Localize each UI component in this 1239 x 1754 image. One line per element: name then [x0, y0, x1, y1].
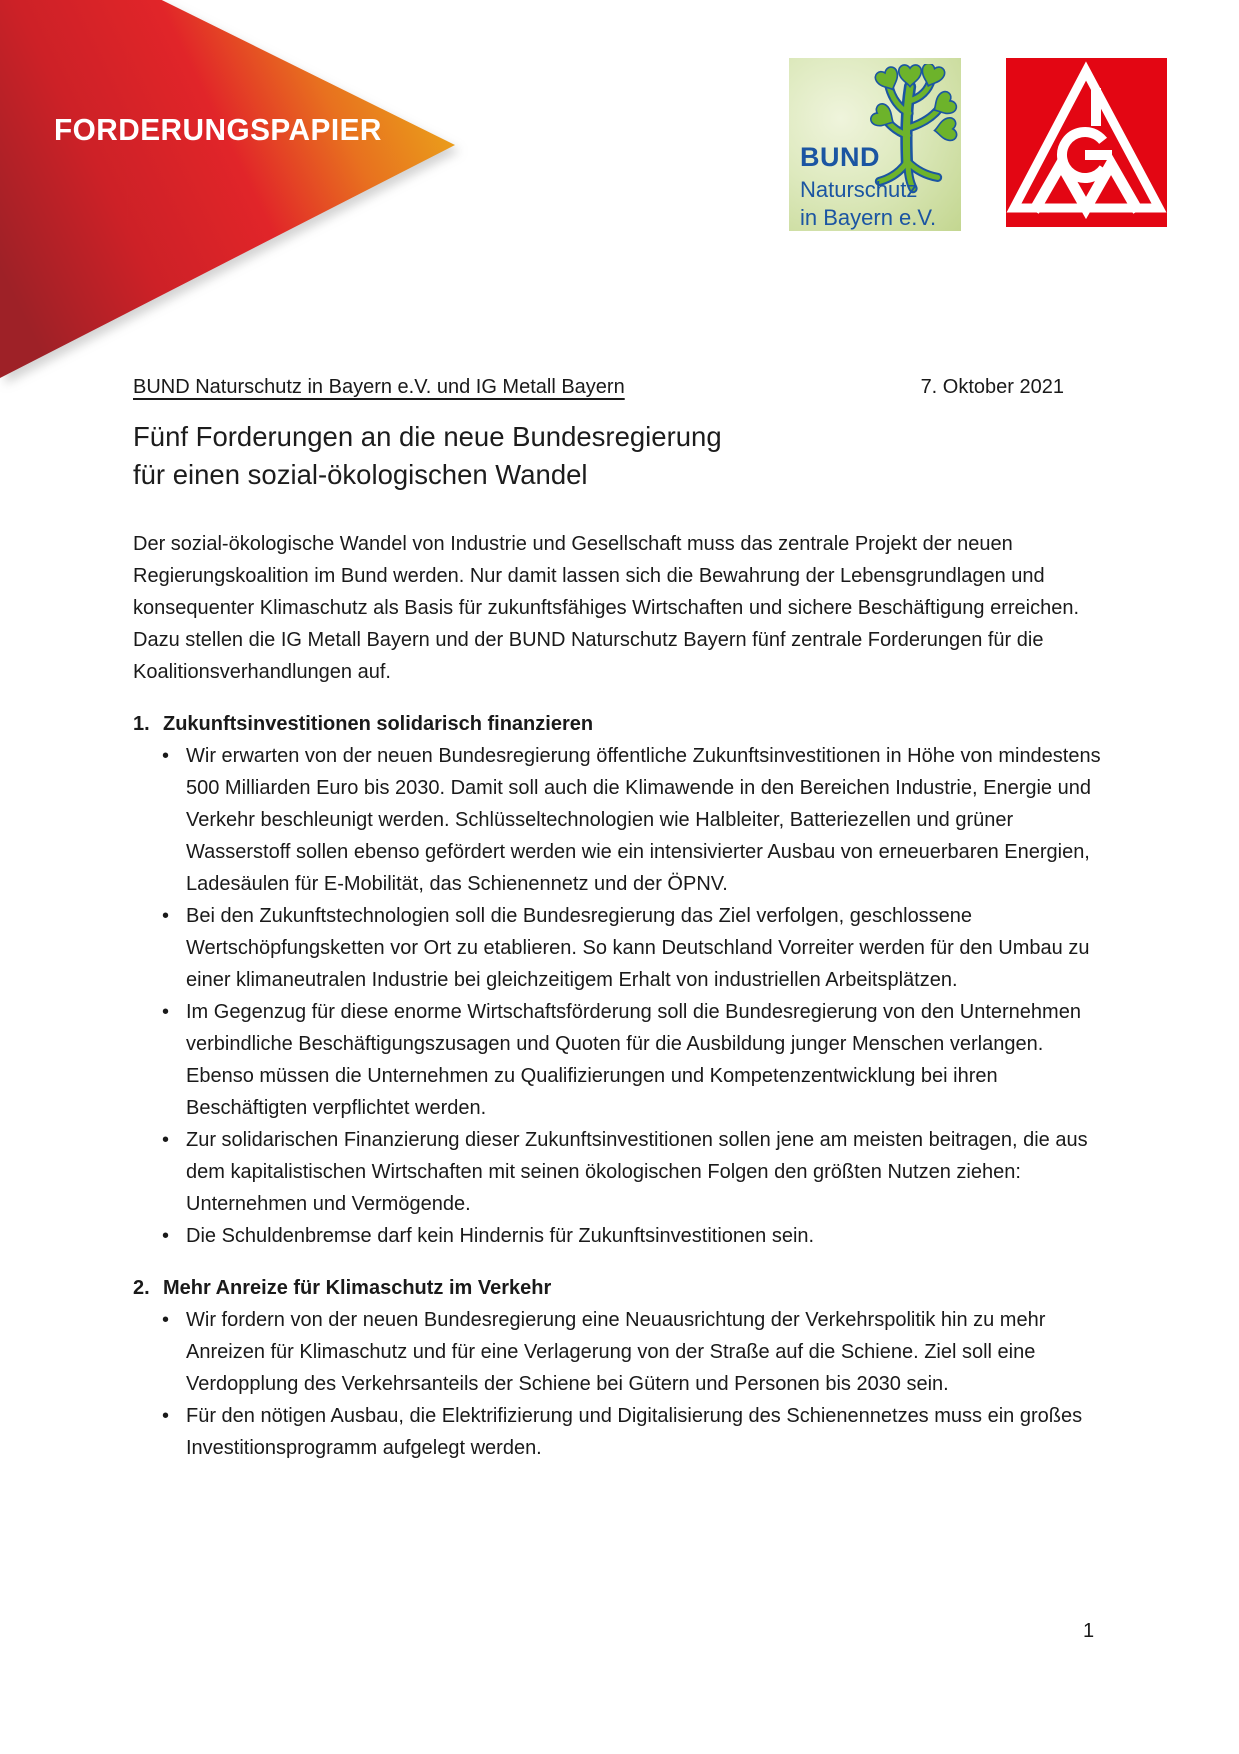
document-title-line2: für einen sozial-ökologischen Wandel	[133, 459, 588, 490]
intro-paragraph: Der sozial-ökologische Wandel von Industrie und Gesellschaft muss das zentrale Projekt der neuen Regierungskoalition im Bund werden. Nur damit lassen sich die Bewahrung der Lebensgrundlagen und konsequenter Klimaschutz als Basis für zukunftsfähiges Wirtschaften und sichere Beschäftigung erreichen. Dazu stellen die IG Metall Bayern und der BUND Naturschutz Bayern fünf zentrale Forderungen für die Koalitionsverhandlungen auf.	[133, 533, 1080, 683]
section-1-bullet-list	[133, 740, 1106, 1252]
section-2-number: 2.	[133, 1277, 150, 1299]
bullet-item: • Die Schuldenbremse darf kein Hindernis für Zukunftsinvestitionen sein.	[133, 1220, 1106, 1252]
bund-logo-text	[800, 144, 936, 229]
section-1	[133, 708, 1106, 1252]
page-number: 1	[1083, 1620, 1095, 1642]
section-2	[133, 1272, 1106, 1464]
document-header-row	[133, 374, 1106, 400]
section-2-bullet-list	[133, 1304, 1106, 1464]
bullet-item: • Im Gegenzug für diese enorme Wirtschaftsförderung soll die Bundesregierung von den Unternehmen verbindliche Beschäftigungszusagen und Quoten für die Ausbildung junger Menschen verlangen. Ebenso müssen die Unternehmen zu Qualifizierungen und Kompetenzentwicklung bei ihren Beschäftigten verpflichtet werden.	[133, 996, 1106, 1124]
organizations-line: BUND Naturschutz in Bayern e.V. und IG Metall Bayern	[133, 376, 625, 398]
section-1-heading-text: Zukunftsinvestitionen solidarisch finanzieren	[163, 713, 594, 735]
section-2-heading-text: Mehr Anreize für Klimaschutz im Verkehr	[163, 1277, 552, 1299]
document-date: 7. Oktober 2021	[920, 376, 1064, 398]
document-title	[133, 418, 1106, 494]
ig-metall-logo	[1006, 58, 1167, 227]
bullet-item: • Wir fordern von der neuen Bundesregierung eine Neuausrichtung der Verkehrspolitik hin zu mehr Anreizen für Klimaschutz und für eine Verlagerung von der Straße auf die Schiene. Ziel soll eine Verdopplung des Verkehrsanteils der Schiene bei Gütern und Personen bis 2030 sein.	[133, 1304, 1106, 1400]
bullet-item: • Bei den Zukunftstechnologien soll die Bundesregierung das Ziel verfolgen, geschlossene Wertschöpfungsketten vor Ort zu etablieren. So kann Deutschland Vorreiter werden für den Umbau zu einer klimaneutralen Industrie bei gleichzeitigem Erhalt von industriellen Arbeitsplätzen.	[133, 900, 1106, 996]
section-1-heading	[133, 708, 1106, 740]
section-2-heading	[133, 1272, 1106, 1304]
bund-logo-line3: in Bayern e.V.	[800, 205, 937, 230]
bullet-item: • Zur solidarischen Finanzierung dieser Zukunftsinvestitionen sollen jene am meisten beitragen, die aus dem kapitalistischen Wirtschaften mit seinen ökologischen Folgen den größten Nutzen ziehen: Unternehmen und Vermögende.	[133, 1124, 1106, 1220]
bullet-item: • Wir erwarten von der neuen Bundesregierung öffentliche Zukunftsinvestitionen in Höhe von mindestens 500 Milliarden Euro bis 2030. Damit soll auch die Klimawende in den Bereichen Industrie, Energie und Verkehr beschleunigt werden. Schlüsseltechnologien wie Halbleiter, Batteriezellen und grüner Wasserstoff sollen ebenso gefördert werden wie ein intensivierter Ausbau von erneuerbaren Energien, Ladesäulen für E-Mobilität, das Schienennetz und der ÖPNV.	[133, 740, 1106, 900]
banner-arrow-shape	[0, 0, 455, 378]
ig-metall-monogram-icon	[1006, 58, 1167, 227]
bullet-item: • Für den nötigen Ausbau, die Elektrifizierung und Digitalisierung des Schienennetzes muss ein großes Investitionsprogramm aufgelegt werden.	[133, 1400, 1106, 1464]
banner-arrow-graphic	[0, 0, 470, 392]
bund-logo-line2: Naturschutz	[800, 177, 918, 202]
banner-title: FORDERUNGSPAPIER	[54, 112, 382, 147]
bund-logo-name: BUND	[800, 142, 880, 172]
bund-naturschutz-logo	[789, 58, 961, 231]
document-content	[133, 374, 1106, 1464]
section-1-number: 1.	[133, 713, 150, 735]
document-title-line1: Fünf Forderungen an die neue Bundesregierung	[133, 421, 722, 452]
